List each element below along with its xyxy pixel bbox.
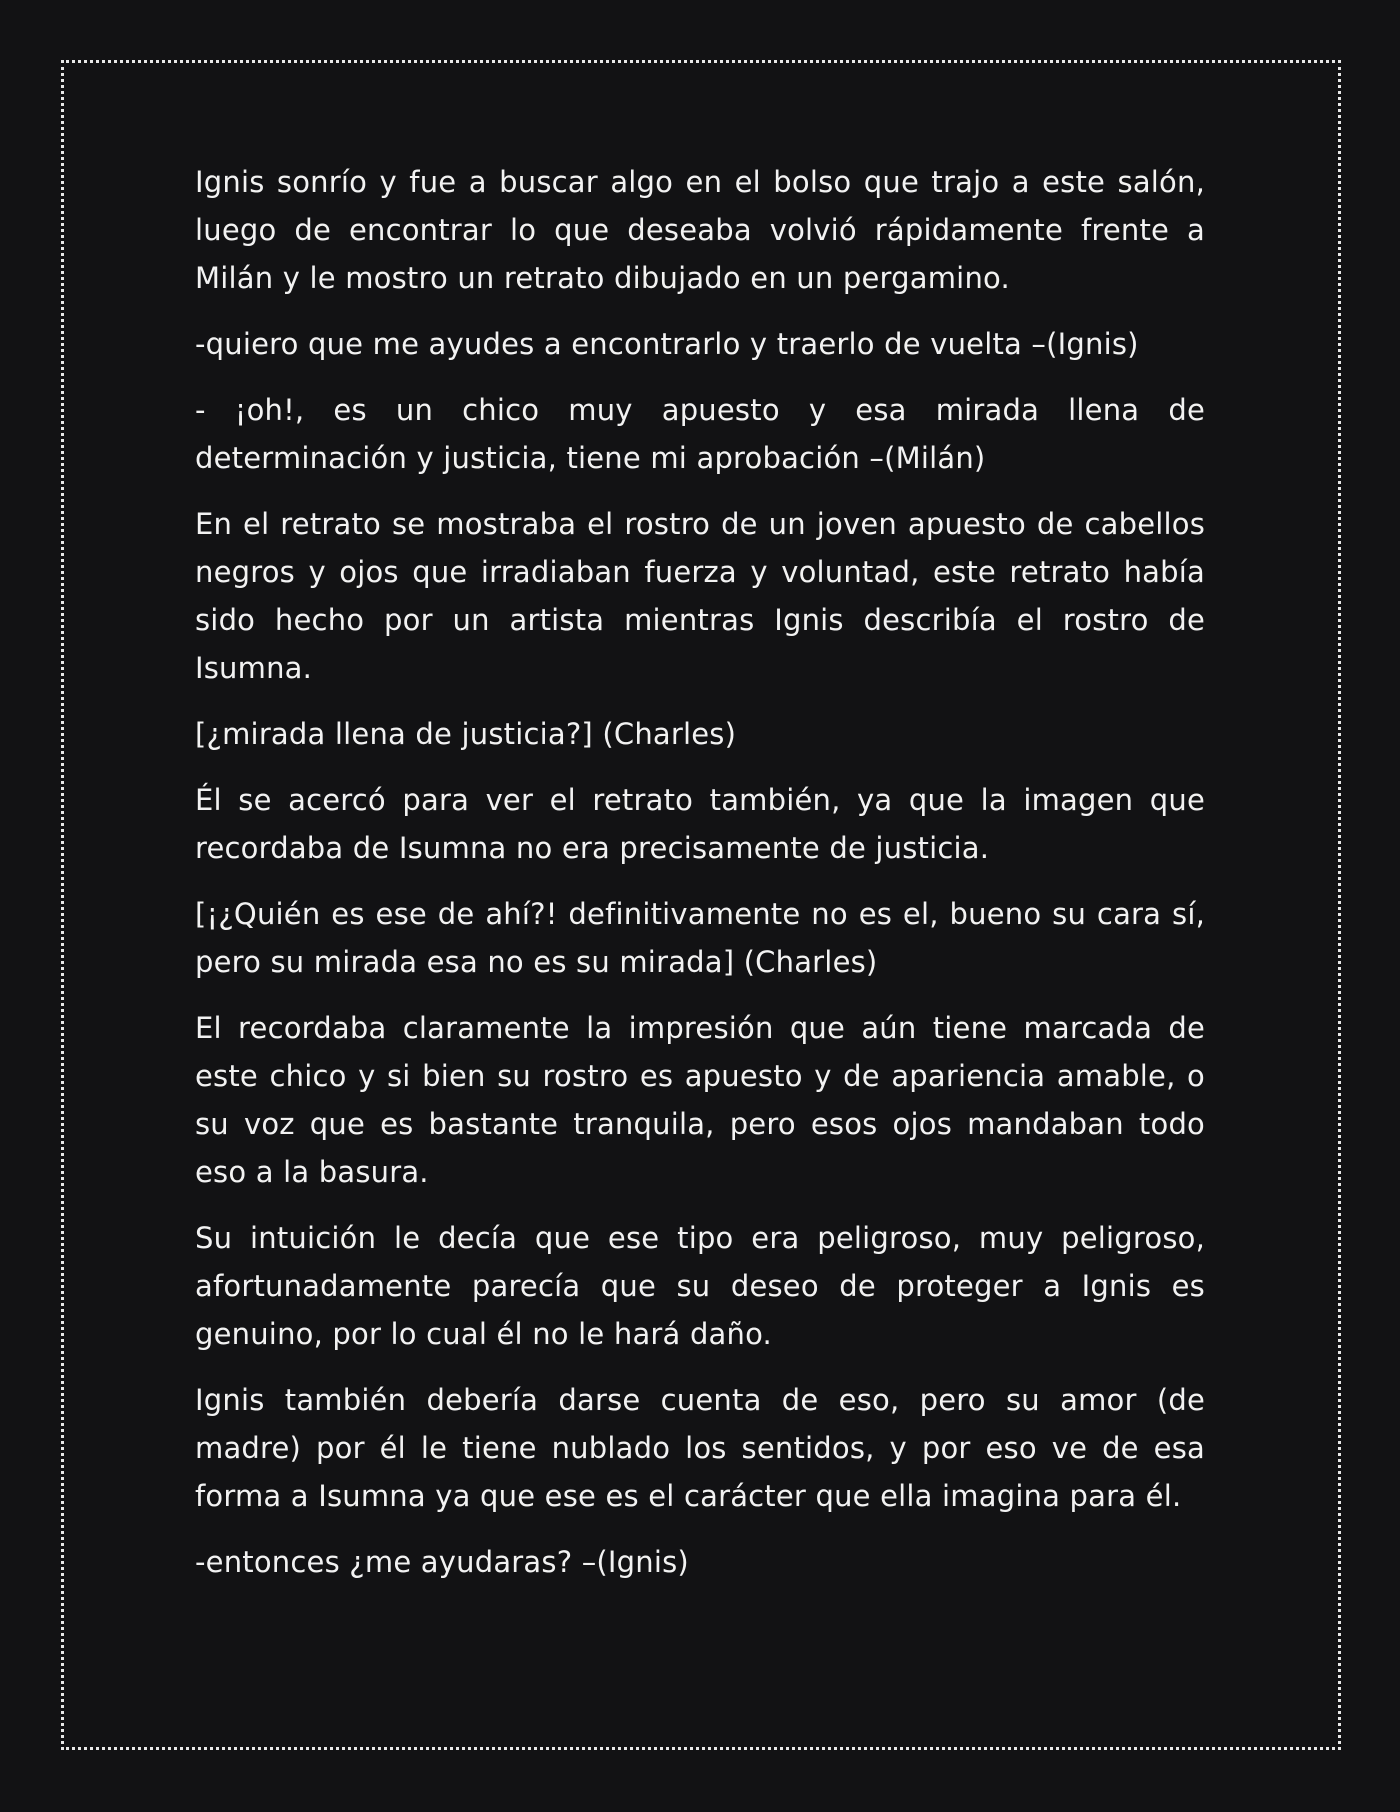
paragraph-dialogue-ignis-1: -quiero que me ayudes a encontrarlo y traerlo de vuelta –(Ignis): [195, 327, 1139, 361]
paragraph-thought-charles-1: [¿mirada llena de justicia?] (Charles): [195, 717, 737, 751]
paragraph-dialogue-ignis-2: -entonces ¿me ayudaras? –(Ignis): [195, 1545, 689, 1579]
paragraph-narration-5: Su intuición le decía que ese tipo era peligroso, muy peligroso, afortunadamente parecía que su deseo de proteger a Ignis es genuino, por lo cual él no le hará daño.: [195, 1221, 1205, 1351]
paragraph-narration-1: Ignis sonrío y fue a buscar algo en el bolso que trajo a este salón, luego de encontrar lo que deseaba volvió rápidamente frente a Milán y le mostro un retrato dibujado en un pergamino.: [195, 165, 1205, 295]
paragraph-narration-3: Él se acercó para ver el retrato también, ya que la imagen que recordaba de Isumna no era precisamente de justicia.: [195, 783, 1205, 865]
paragraph-narration-2: En el retrato se mostraba el rostro de un joven apuesto de cabellos negros y ojos que irradiaban fuerza y voluntad, este retrato había sido hecho por un artista mientras Ignis describía el rostro de Isumna.: [195, 507, 1205, 685]
paragraph-narration-6: Ignis también debería darse cuenta de eso, pero su amor (de madre) por él le tiene nublado los sentidos, y por eso ve de esa forma a Isumna ya que ese es el carácter que ella imagina para él.: [195, 1383, 1205, 1513]
paragraph-dialogue-milan: - ¡oh!, es un chico muy apuesto y esa mirada llena de determinación y justicia, tiene mi aprobación –(Milán): [195, 393, 1205, 475]
paragraph-thought-charles-2: [¡¿Quién es ese de ahí?! definitivamente no es el, bueno su cara sí, pero su mirada esa no es su mirada] (Charles): [195, 897, 1205, 979]
paragraph-narration-4: El recordaba claramente la impresión que aún tiene marcada de este chico y si bien su rostro es apuesto y de apariencia amable, o su voz que es bastante tranquila, pero esos ojos mandaban todo eso a la basura.: [195, 1011, 1205, 1189]
story-text-body: [195, 158, 1205, 1604]
